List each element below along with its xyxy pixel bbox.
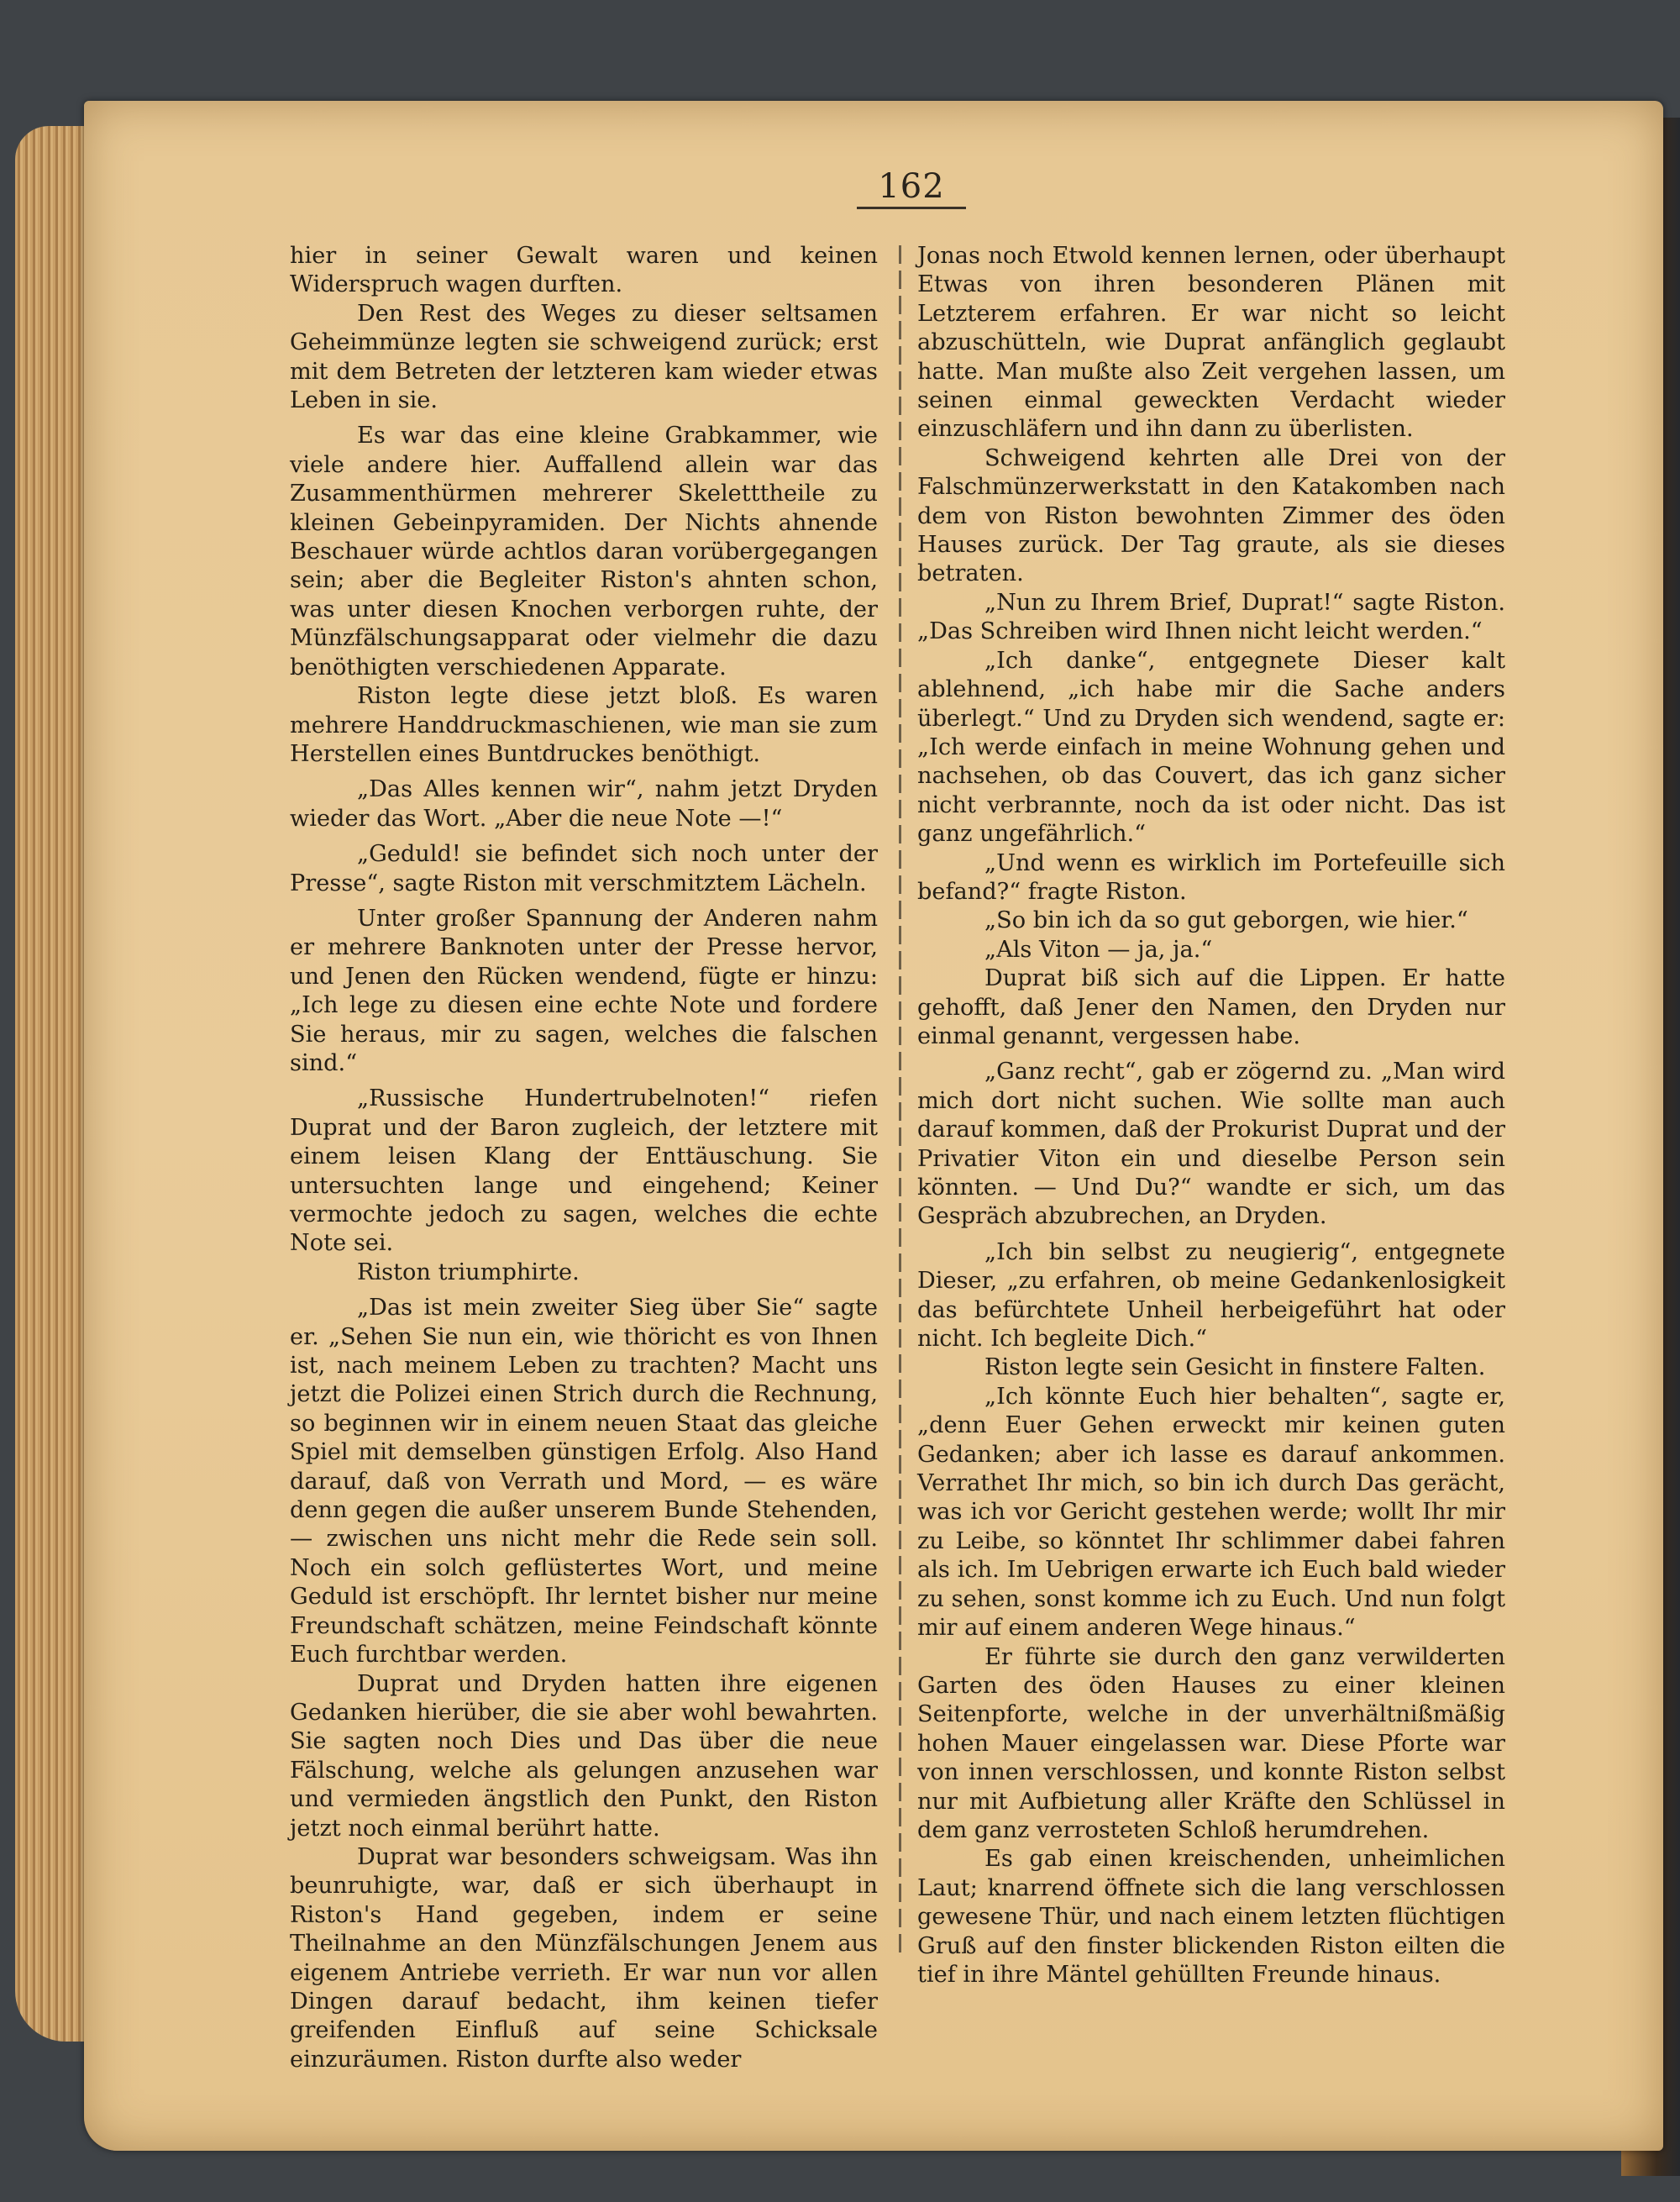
paragraph: „Ich danke“, entgegnete Dieser kalt ablehnend, „ich habe mir die Sache anders überlegt.“ Und zu Dryden sich wendend, sagte er: „Ich werde einfach in meine Wohnung gehen und nachsehen, ob das Couvert, das ich ganz sicher nicht verbrannte, noch da ist oder nicht. Das ist ganz ungefährlich.“ [917,647,1505,848]
paragraph: „Russische Hundertrubelnoten!“ riefen Duprat und der Baron zugleich, der letztere mit einem leisen Klang der Enttäuschung. Sie untersuchten lange und eingehend; Keiner vermochte jedoch zu sagen, welches die echte Note sei. [290,1085,878,1257]
right-column [917,242,1505,1989]
paragraph: Es war das eine kleine Grabkammer, wie viele andere hier. Auffallend allein war das Zusammenthürmen mehrerer Skeletttheile zu kleinen Gebeinpyramiden. Der Nichts ahnende Beschauer würde achtlos daran vorübergegangen sein; aber die Begleiter Riston's ahnten schon, was unter diesen Knochen verborgen ruhte, der Münzfälschungsapparat oder vielmehr die dazu benöthigten verschiedenen Apparate. [290,423,878,681]
paragraph: Schweigend kehrten alle Drei von der Falschmünzerwerkstatt in den Katakomben nach dem von Riston bewohnten Zimmer des öden Hauses zurück. Der Tag graute, als sie dieses betraten. [917,444,1505,587]
paragraph: hier in seiner Gewalt waren und keinen Widerspruch wagen durften. [290,243,878,298]
paragraph: „Und wenn es wirklich im Portefeuille sich befand?“ fragte Riston. [917,849,1505,905]
paragraph: Duprat und Dryden hatten ihre eigenen Gedanken hierüber, die sie aber wohl bewahrten. Sie sagten noch Dies und Das über die neue Fälschung, welche als gelungen anzusehen war und vermieden ängstlich den Punkt, den Riston jetzt noch einmal berührt hatte. [290,1670,878,1842]
paragraph: „Ich bin selbst zu neugierig“, entgegnete Dieser, „zu erfahren, ob meine Gedankenlosigkeit das befürchtete Unheil herbeigeführt hat oder nicht. Ich begleite Dich.“ [917,1238,1505,1353]
paragraph: Duprat war besonders schweigsam. Was ihn beunruhigte, war, daß er sich überhaupt in Riston's Hand gegeben, indem er seine Theilnahme an den Münzfälschungen Jenem aus eigenem Antriebe verrieth. Er war nun vor allen Dingen darauf bedacht, ihm keinen tiefer greifenden Einfluß auf seine Schicksale einzuräumen. Riston durfte also weder [290,1843,878,2073]
paragraph: Riston triumphirte. [357,1259,580,1285]
paragraph: Unter großer Spannung der Anderen nahm er mehrere Banknoten unter der Presse hervor, und Jenen den Rücken wendend, fügte er hinzu: „Ich lege zu diesen eine echte Note und fordere Sie heraus, mir zu sagen, welches die falschen sind.“ [290,905,878,1076]
paragraph: „So bin ich da so gut geborgen, wie hier.“ [984,907,1468,934]
paragraph: „Ich könnte Euch hier behalten“, sagte er, „denn Euer Gehen erweckt mir keinen guten Gedanken; aber ich lasse es darauf ankommen. Verrathet Ihr mich, so bin ich durch Das gerächt, was ich vor Gericht gestehen werde; wollt Ihr mir zu Leibe, so könntet Ihr schlimmer dabei fahren als ich. Im Uebrigen erwarte ich Euch bald wieder zu sehen, sonst komme ich zu Euch. Und nun folgt mir auf einem anderen Wege hinaus.“ [917,1383,1505,1642]
paragraph: Den Rest des Weges zu dieser seltsamen Geheimmünze legten sie schweigend zurück; erst mit dem Betreten der letzteren kam wieder etwas Leben in sie. [290,300,878,414]
paragraph: Riston legte diese jetzt bloß. Es waren mehrere Handdruckmaschienen, wie man sie zum Herstellen eines Buntdruckes benöthigt. [290,683,878,767]
paragraph: „Das ist mein zweiter Sieg über Sie“ sagte er. „Sehen Sie nun ein, wie thöricht es von Ihnen ist, nach meinem Leben zu trachten? Macht uns jetzt die Polizei einen Strich durch die Rechnung, so beginnen wir in einem neuen Staat das gleiche Spiel mit demselben günstigen Erfolg. Also Hand darauf, daß von Verrath und Mord, — es wäre denn gegen die außer unserem Bunde Stehenden, — zwischen uns nicht mehr die Rede sein soll. Noch ein solch geflüstertes Wort, und meine Geduld ist erschöpft. Ihr lerntet bisher nur meine Freundschaft schätzen, meine Feindschaft könnte Euch furchtbar werden. [290,1295,878,1669]
paragraph: „Als Viton — ja, ja.“ [984,936,1213,963]
left-column [290,242,878,2074]
page-number: 162 [857,166,966,209]
paragraph: Es gab einen kreischenden, unheimlichen Laut; knarrend öffnete sich die lang verschlossen gewesene Thür, und nach einem letzten flüchtigen Gruß auf den finster blickenden Riston eilten die tief in ihre Mäntel gehüllten Freunde hinaus. [917,1846,1505,1988]
paragraph: „Das Alles kennen wir“, nahm jetzt Dryden wieder das Wort. „Aber die neue Note —!“ [290,776,878,832]
column-divider [899,245,901,1959]
paragraph: Duprat biß sich auf die Lippen. Er hatte gehofft, daß Jener den Namen, den Dryden nur einmal genannt, vergessen habe. [917,965,1505,1049]
paragraph: „Nun zu Ihrem Brief, Duprat!“ sagte Riston. „Das Schreiben wird Ihnen nicht leicht werden.“ [917,589,1505,645]
paragraph: Jonas noch Etwold kennen lernen, oder überhaupt Etwas von ihren besonderen Plänen mit Letzterem erfahren. Er war nicht so leicht abzuschütteln, wie Duprat anfänglich geglaubt hatte. Man mußte also Zeit vergehen lassen, um seinen einmal geweckten Verdacht wieder einzuschläfern und ihn dann zu überlisten. [917,243,1505,443]
paragraph: „Ganz recht“, gab er zögernd zu. „Man wird mich dort nicht suchen. Wie sollte man auch darauf kommen, daß der Prokurist Duprat und der Privatier Viton ein und dieselbe Person sein könnten. — Und Du?“ wandte er sich, um das Gespräch abzubrechen, an Dryden. [917,1059,1505,1230]
paragraph: Riston legte sein Gesicht in finstere Falten. [984,1354,1486,1381]
paragraph: Er führte sie durch den ganz verwilderten Garten des öden Hauses zu einer kleinen Seitenpforte, welche in der unverhältnißmäßig hohen Mauer eingelassen war. Diese Pforte war von innen verschlossen, und konnte Riston selbst nur mit Aufbietung aller Kräfte den Schlüssel in dem ganz verrosteten Schloß herumdrehen. [917,1643,1505,1843]
paragraph: „Geduld! sie befindet sich noch unter der Presse“, sagte Riston mit verschmitztem Lächeln. [290,841,878,896]
